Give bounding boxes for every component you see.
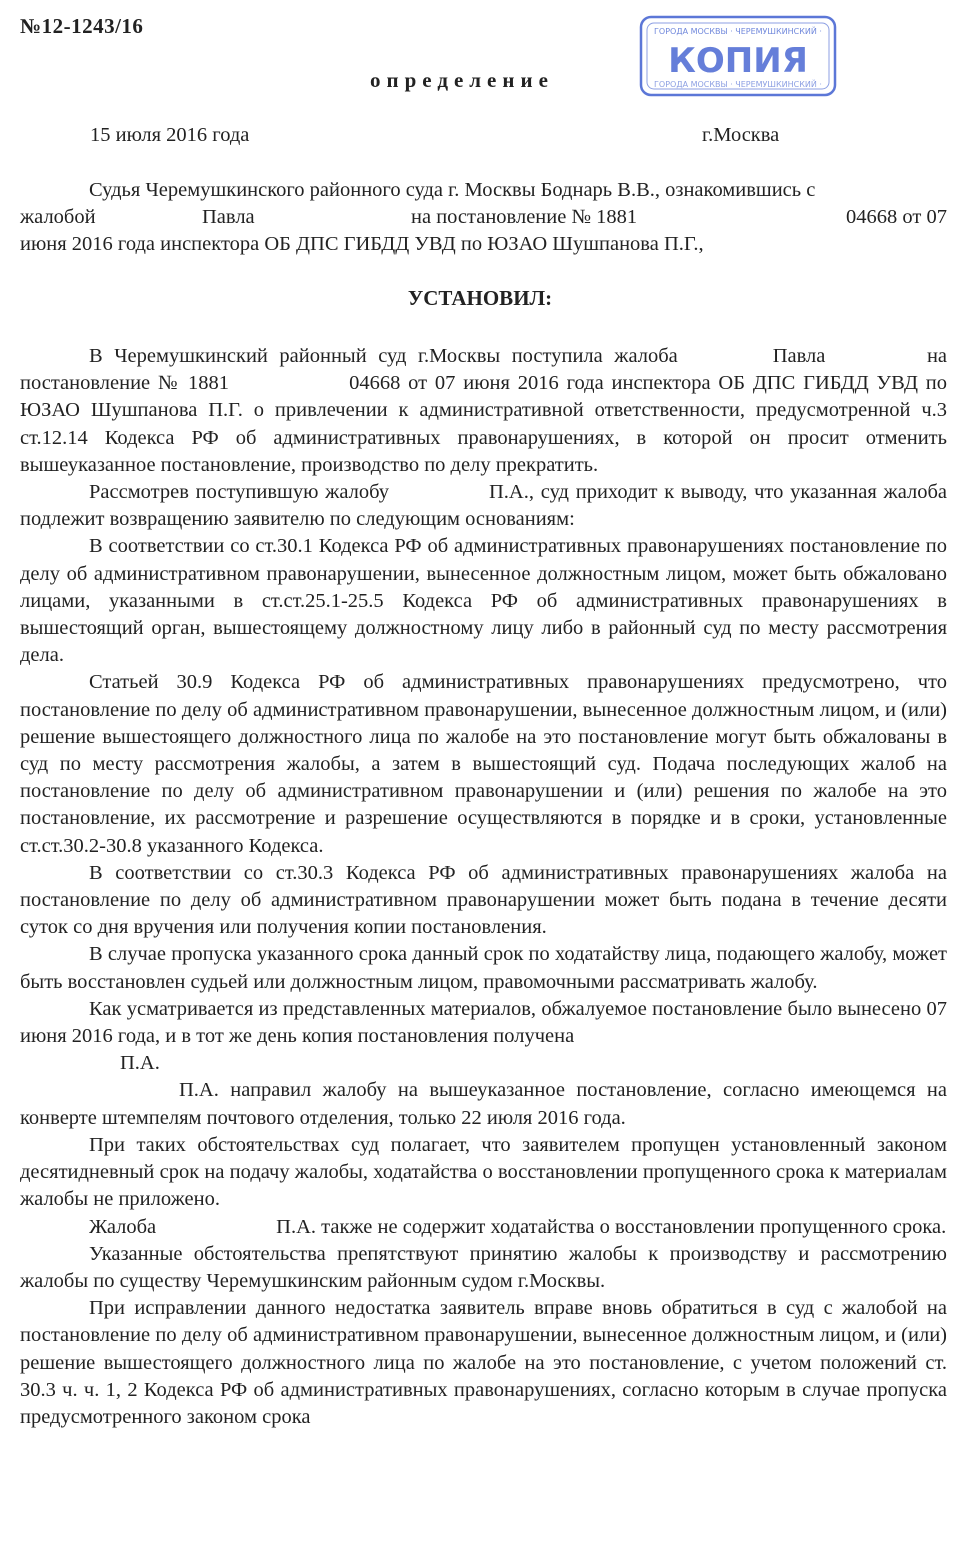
- paragraph-2: Рассмотрев поступившую жалобу П.А., суд приходит к выводу, что указанная жалоба подлежит возвращению заявителю по следующим основаниям:: [20, 481, 947, 531]
- stamp-main-text: КОПИЯ: [668, 41, 808, 81]
- paragraph-8: П.А. направил жалобу на вышеуказанное постановление, согласно имеющемся на конверте штемпелям почтового отделения, только 22 июля 2016 года.: [20, 1079, 947, 1129]
- case-number: №12-1243/16: [20, 14, 144, 38]
- document-date: 15 июля 2016 года: [90, 124, 250, 146]
- paragraph-4: Статьей 30.9 Кодекса РФ об административных правонарушениях предусмотрено, что постановление по делу об административном правонарушении, вынесенное должностным лицом, и (или) решение вышестоящего должностного лица по жалобе на это постановление могут быть обжалованы в суд по месту рассмотрения жалобы, а затем в вышестоящий суд. Подача последующих жалоб на постановление по делу об административном правонарушении и (или) решения по жалобе на это постановление, их рассмотрение и разрешение осуществляются в порядке и в сроки, установленные ст.ст.30.2-30.8 указанного Кодекса.: [20, 671, 947, 857]
- intro-line-1: Судья Черемушкинского районного суда г. Москвы Боднарь В.В., ознакомившись с: [89, 179, 816, 201]
- paragraph-10: Жалоба П.А. также не содержит ходатайства о восстановлении пропущенного срока.: [89, 1215, 947, 1238]
- intro-block: [20, 177, 947, 258]
- paragraph-12: При исправлении данного недостатка заявитель вправе вновь обратиться в суд с жалобой на постановление по делу об административном правонарушении, вынесенное должностным лицом, и (или) решение вышестоящего должностного лица по жалобе на это постановление, с учетом положений ст. 30.3 ч. ч. 1, 2 Кодекса РФ об административных правонарушениях, согласно которым в случае пропуска предусмотренного законом срока: [20, 1297, 947, 1428]
- intro-line-2: жалобой Павла на постановление № 1881 04668 от 07: [20, 206, 947, 229]
- paragraph-3: В соответствии со ст.30.1 Кодекса РФ об административных правонарушениях постановление по делу об административном правонарушении, вынесенное должностным лицом, может быть обжаловано лицами, указанными в ст.ст.25.1-25.5 Кодекса РФ об административных правонарушениях в вышестоящий орган, вышестоящему должностному лицу либо в районный суд по месту рассмотрения дела.: [20, 535, 947, 667]
- paragraph-1: В Черемушкинский районный суд г.Москвы поступила жалоба Павла на постановление № 1881 04668 от 07 июня 2016 года инспектора ОБ ДПС ГИБДД УВД по ЮЗАО Шушпанова П.Г. о привлечении к административной ответственности, предусмотренной ч.3 ст.12.14 Кодекса РФ об административных правонарушениях, в которой он просит отменить вышеуказанное постановление, производство по делу прекратить.: [20, 345, 948, 476]
- document-title: определение: [370, 68, 554, 92]
- paragraph-7: Как усматривается из представленных материалов, обжалуемое постановление было вынесено 07 июня 2016 года, и в тот же день копия постановления получена П.А.: [20, 997, 947, 1075]
- date-line: [90, 124, 800, 147]
- intro-line-3: июня 2016 года инспектора ОБ ДПС ГИБДД УВД по ЮЗАО Шушпанова П.Г.,: [20, 233, 704, 256]
- stamp-ring-text-bottom: ГОРОДА МОСКВЫ · ЧЕРЕМУШКИНСКИЙ ·: [654, 80, 822, 89]
- body-text: [20, 343, 947, 1431]
- section-heading: УСТАНОВИЛ:: [407, 286, 553, 310]
- copy-stamp: [638, 14, 838, 98]
- document-city: г.Москва: [702, 124, 780, 146]
- paragraph-5: В соответствии со ст.30.3 Кодекса РФ об административных правонарушениях жалоба на постановление по делу об административном правонарушении может быть подана в течение десяти суток со дня вручения или получения копии постановления.: [20, 861, 947, 939]
- stamp-ring-text: ГОРОДА МОСКВЫ · ЧЕРЕМУШКИНСКИЙ ·: [654, 27, 822, 36]
- paragraph-11: Указанные обстоятельства препятствуют принятию жалобы к производству и рассмотрению жалобы по существу Черемушкинским районным судом г.Москвы.: [20, 1242, 947, 1292]
- paragraph-6: В случае пропуска указанного срока данный срок по ходатайству лица, подающего жалобу, может быть восстановлен судьей или должностным лицом, правомочными рассматривать жалобу.: [20, 943, 947, 993]
- paragraph-9: При таких обстоятельствах суд полагает, что заявителем пропущен установленный законом десятидневный срок на подачу жалобы, ходатайства о восстановлении пропущенного срока к материалам жалобы не приложено.: [20, 1133, 947, 1211]
